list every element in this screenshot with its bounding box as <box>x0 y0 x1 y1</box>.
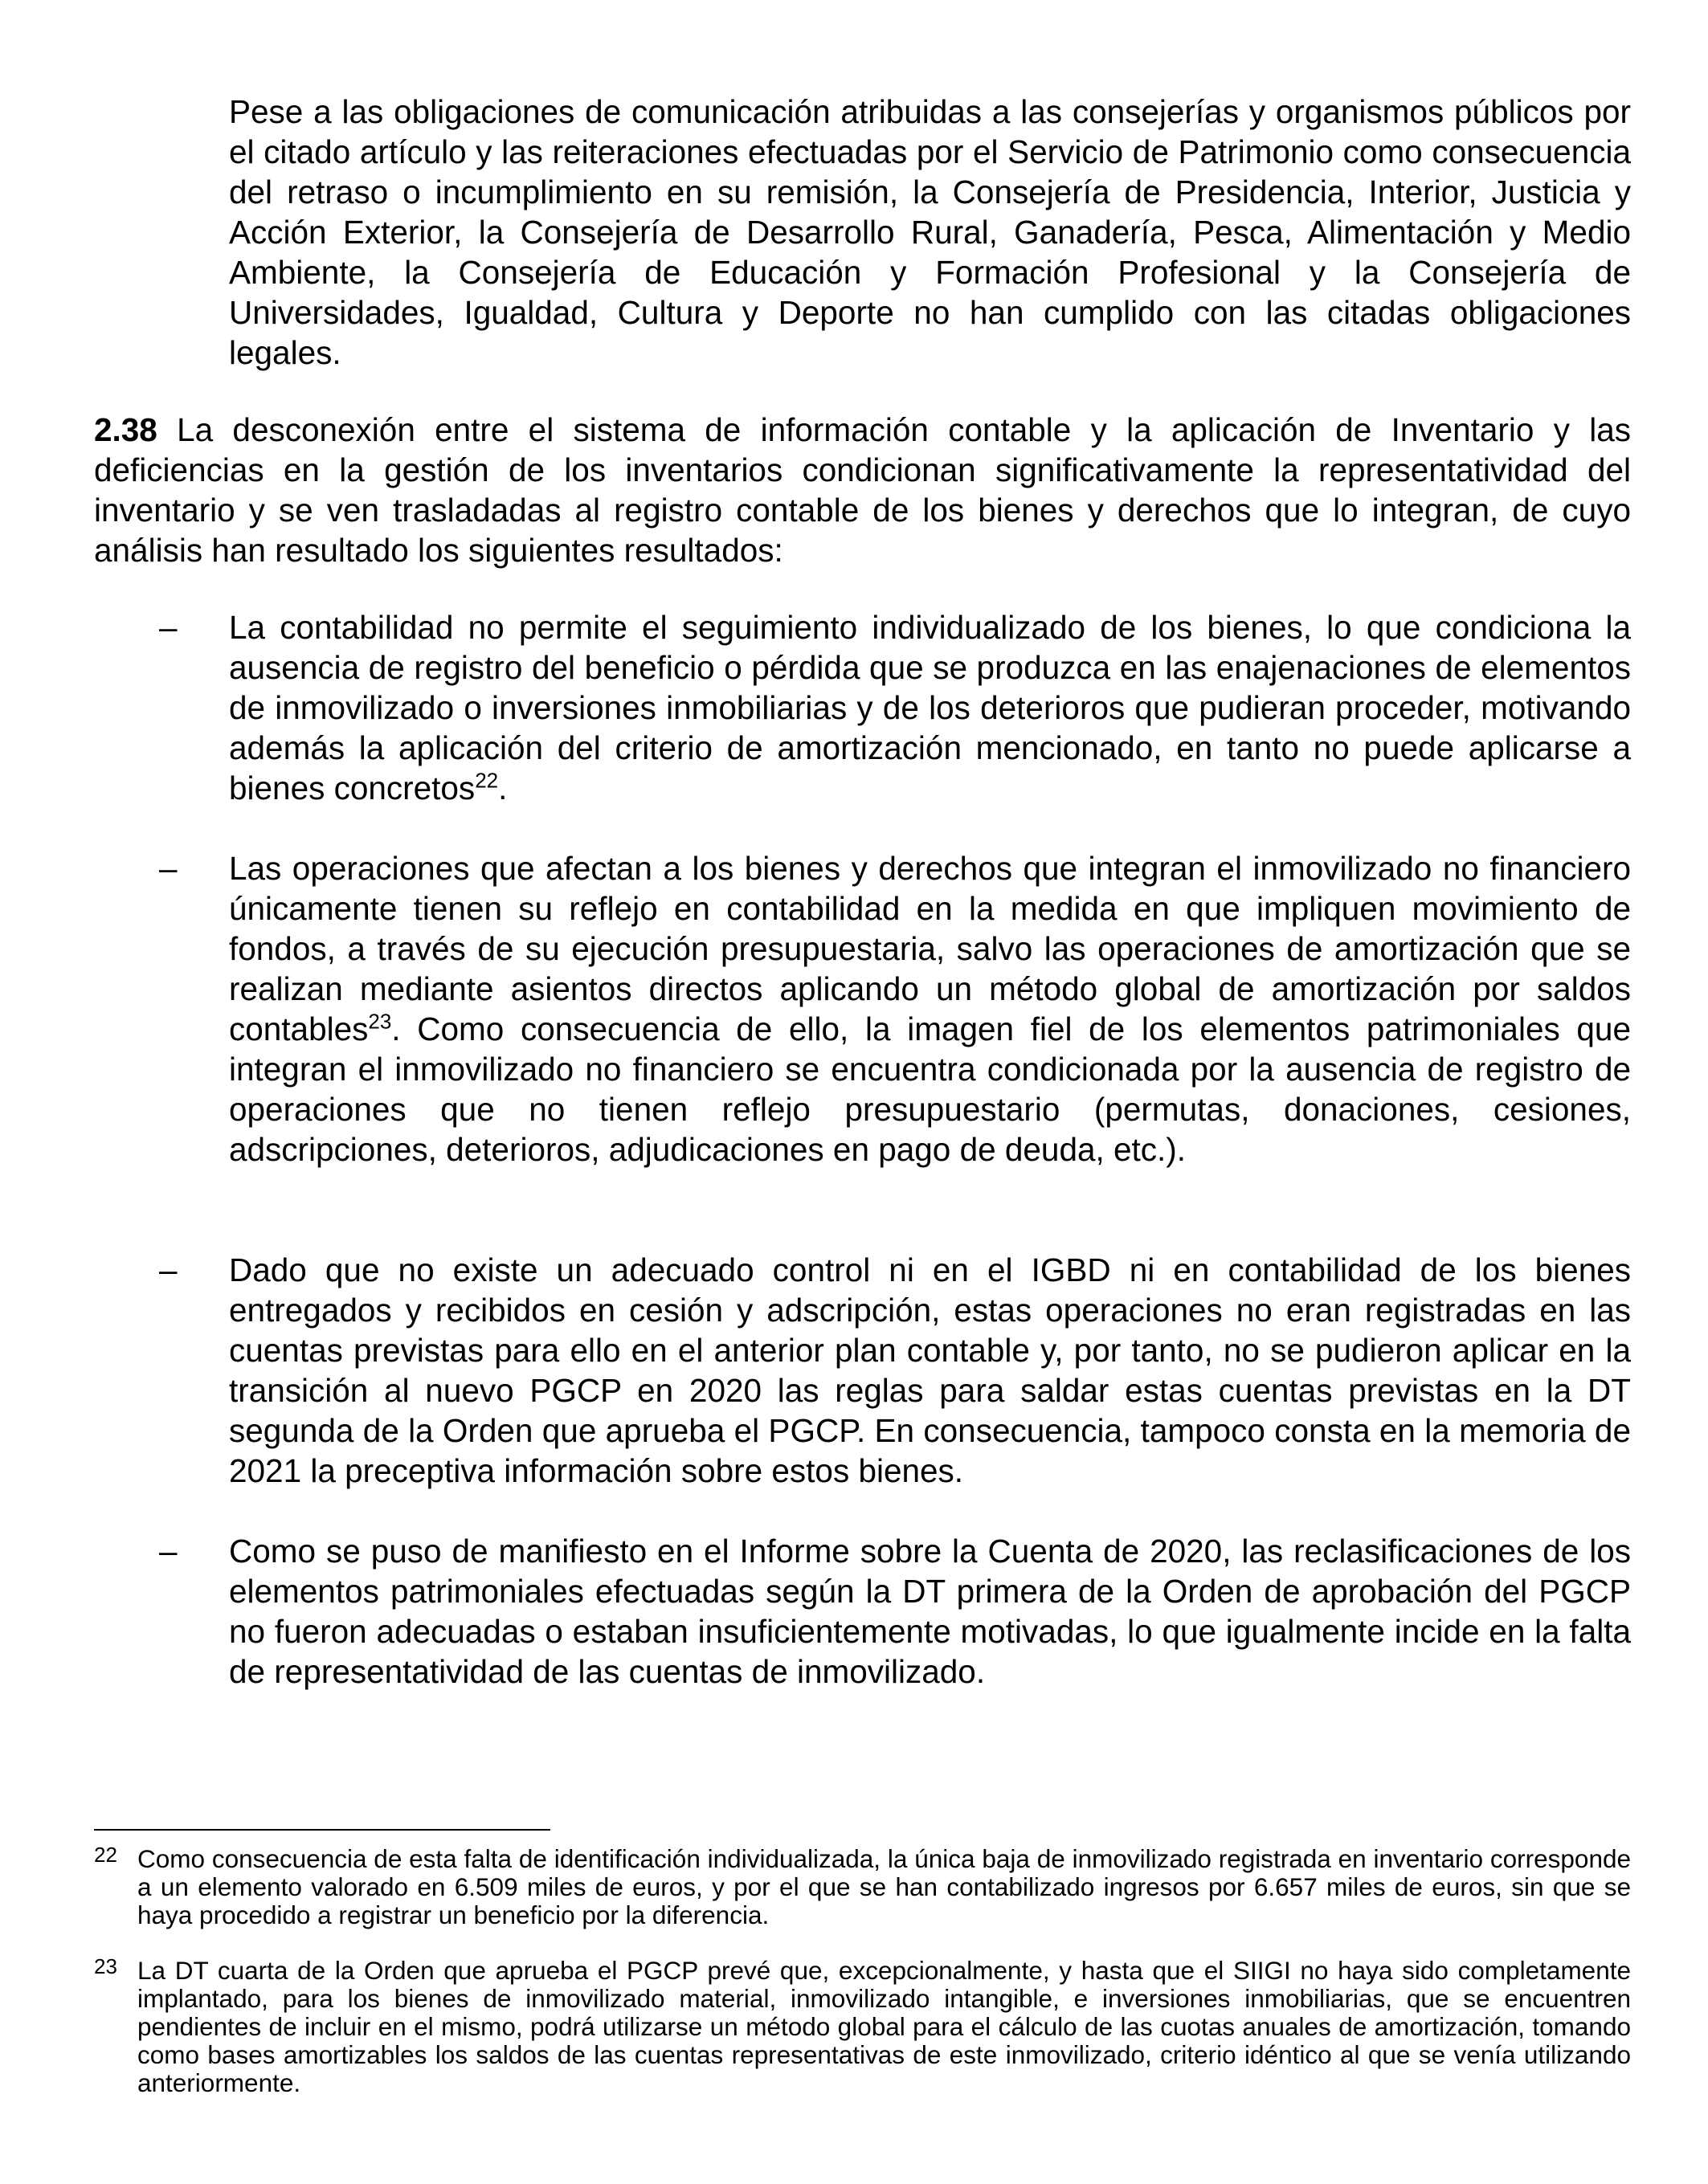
bullet-text: La contabilidad no permite el seguimiento individualizado de los bienes, lo que condiciona la ausencia de registro del beneficio o pérdida que se produzca en las enajenaciones de elementos de inmovilizado o inversiones inmobiliarias y de los deterioros que pudieran proceder, motivando además la aplicación del criterio de amortización mencionado, en tanto no puede aplicarse a bienes concretos <box>229 609 1631 806</box>
footnote-number-22: 22 <box>94 1843 117 1867</box>
footnote-number-23: 23 <box>94 1954 117 1978</box>
bullet-text-end: . Como consecuencia de ello, la imagen fiel de los elementos patrimoniales que integran el inmovilizado no financiero se encuentra condicionada por la ausencia de registro de operaciones que no tienen reflejo presupuestario (permutas, donaciones, cesiones, adscripciones, deterioros, adjudicaciones en pago de deuda, etc.). <box>229 1010 1631 1168</box>
footnote-23: La DT cuarta de la Orden que aprueba el PGCP prevé que, excepcionalmente, y hasta que el SIIGI no haya sido completamente implantado, para los bienes de inmovilizado material, inmovilizado intangible, e inversiones inmobiliarias, que se encuentren pendientes de incluir en el mismo, podrá utilizarse un método global para el cálculo de las cuotas anuales de amortización, tomando como bases amortizables los saldos de las cuentas representativas de este inmovilizado, criterio idéntico al que se venía utilizando anteriormente. <box>137 1956 1631 2097</box>
dash-bullet-icon: – <box>159 1251 178 1288</box>
paragraph-2-38 <box>94 410 1631 570</box>
paragraph-number: 2.38 <box>94 411 157 448</box>
paragraph-text: La desconexión entre el sistema de información contable y la aplicación de Inventario y las deficiencias en la gestión de los inventarios condicionan significativamente la representatividad del inventario y se ven trasladadas al registro contable de los bienes y derechos que lo integran, de cuyo análisis han resultado los siguientes resultados: <box>94 411 1631 569</box>
bullet-text: Las operaciones que afectan a los bienes y derechos que integran el inmovilizado no financiero únicamente tienen su reflejo en contabilidad en la medida en que impliquen movimiento de fondos, a través de su ejecución presupuestaria, salvo las operaciones de amortización que se realizan mediante asientos directos aplicando un método global de amortización por saldos contables <box>229 850 1631 1047</box>
footnote-ref-22[interactable]: 22 <box>475 768 499 793</box>
bullet-text-end: . <box>498 770 508 806</box>
bullet-item-1 <box>229 607 1631 808</box>
dash-bullet-icon: – <box>159 850 178 887</box>
bullet-item-3: Dado que no existe un adecuado control ni en el IGBD ni en contabilidad de los bienes entregados y recibidos en cesión y adscripción, estas operaciones no eran registradas en las cuentas previstas para ello en el anterior plan contable y, por tanto, no se pudieron aplicar en la transición al nuevo PGCP en 2020 las reglas para saldar estas cuentas previstas en la DT segunda de la Orden que aprueba el PGCP. En consecuencia, tampoco consta en la memoria de 2021 la preceptiva información sobre estos bienes. <box>229 1251 1631 1489</box>
dash-bullet-icon: – <box>159 609 178 646</box>
intro-paragraph: Pese a las obligaciones de comunicación atribuidas a las consejerías y organismos públicos por el citado artículo y las reiteraciones efectuadas por el Servicio de Patrimonio como consecuencia del retraso o incumplimiento en su remisión, la Consejería de Presidencia, Interior, Justicia y Acción Exterior, la Consejería de Desarrollo Rural, Ganadería, Pesca, Alimentación y Medio Ambiente, la Consejería de Educación y Formación Profesional y la Consejería de Universidades, Igualdad, Cultura y Deporte no han cumplido con las citadas obligaciones legales. <box>229 93 1631 371</box>
footnote-ref-23[interactable]: 23 <box>368 1009 392 1034</box>
bullet-item-4: Como se puso de manifiesto en el Informe sobre la Cuenta de 2020, las reclasificaciones de los elementos patrimoniales efectuadas según la DT primera de la Orden de aprobación del PGCP no fueron adecuadas o estaban insuficientemente motivadas, lo que igualmente incide en la falta de representatividad de las cuentas de inmovilizado. <box>229 1533 1631 1690</box>
dash-bullet-icon: – <box>159 1533 178 1570</box>
bullet-item-2 <box>229 848 1631 1170</box>
footnote-separator <box>94 1829 550 1831</box>
footnote-22: Como consecuencia de esta falta de identificación individualizada, la única baja de inmovilizado registrada en inventario corresponde a un elemento valorado en 6.509 miles de euros, y por el que se han contabilizado ingresos por 6.657 miles de euros, sin que se haya procedido a registrar un beneficio por la diferencia. <box>137 1844 1631 1929</box>
